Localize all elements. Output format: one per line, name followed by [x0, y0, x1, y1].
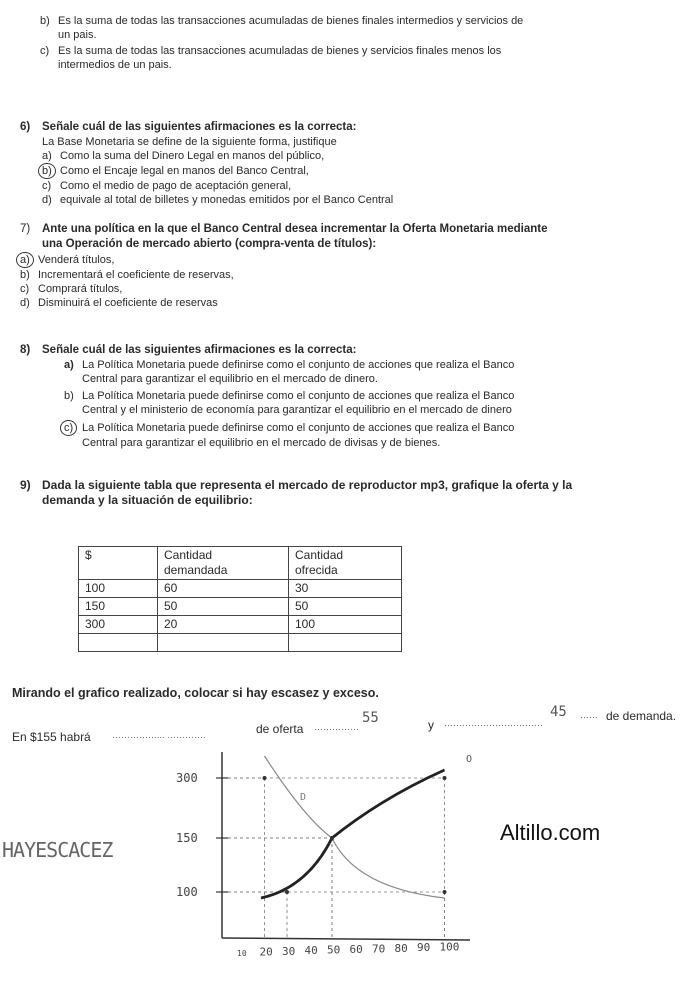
- y-tick-label: 100: [176, 885, 198, 899]
- table-cell: 30: [289, 580, 402, 598]
- header-text: Cantidad: [295, 548, 344, 562]
- q6-option-c: [42, 179, 393, 193]
- option-label: c): [40, 45, 50, 57]
- question-9: [20, 478, 572, 508]
- q6-option-d: [42, 193, 393, 207]
- table-header-row: [79, 547, 402, 580]
- option-text: Central para garantizar el equilibrio en el mercado de dinero.: [82, 373, 378, 385]
- q8-option-a: [64, 358, 514, 386]
- option-label: b): [64, 390, 74, 402]
- option-label: a): [42, 150, 52, 162]
- x-tick-label: 10: [237, 949, 247, 958]
- follow-up-answer-line: [12, 704, 692, 744]
- option-label: d): [42, 194, 52, 206]
- question-9-title: [20, 478, 572, 493]
- answer-dots: ……: [580, 710, 598, 720]
- question-8-title: [20, 343, 514, 358]
- question-6: [20, 120, 393, 207]
- follow-up-heading: Mirando el grafico realizado, colocar si hay escasez y exceso.: [12, 686, 379, 700]
- circled-option-label: c): [60, 420, 77, 436]
- table-cell: [79, 634, 158, 652]
- question-6-title: [20, 120, 393, 135]
- option-label: b): [20, 269, 30, 281]
- x-tick-label: 100: [439, 940, 460, 954]
- option-text: Central para garantizar el equilibrio en el mercado de divisas y de bienes.: [82, 437, 441, 449]
- market-table-wrapper: [78, 546, 402, 652]
- q7-option-b: [20, 268, 548, 282]
- question-number: 7): [20, 223, 31, 235]
- option-text: La Política Monetaria puede definirse como el conjunto de acciones que realiza el Banco: [82, 422, 515, 434]
- header-text: $: [85, 548, 92, 562]
- answer-y: y: [428, 718, 434, 732]
- answer-suffix: de demanda.: [606, 709, 677, 723]
- supply-curve: [261, 770, 445, 898]
- table-row: [79, 616, 402, 634]
- table-cell: 50: [158, 598, 289, 616]
- data-point: [330, 836, 334, 840]
- answer-prefix: En $155 habrá: [12, 730, 91, 744]
- option-text: Venderá títulos,: [38, 254, 115, 266]
- watermark: Altillo.com: [500, 820, 601, 845]
- circled-option-label: b): [38, 163, 56, 179]
- option-label: b): [40, 15, 50, 27]
- x-tick-labels: [237, 941, 459, 959]
- x-tick-label: 50: [327, 943, 341, 957]
- q7-option-a: [20, 252, 548, 268]
- question-title: Dada la siguiente tabla que representa el mercado de reproductor mp3, grafique la oferta y la: [42, 478, 573, 492]
- option-text: Comprará títulos,: [38, 283, 123, 295]
- option-label: c): [20, 283, 30, 295]
- x-tick-label: 70: [372, 942, 386, 956]
- q6-option-b: [42, 163, 393, 179]
- x-tick-label: 20: [259, 945, 273, 959]
- option-label: a): [64, 359, 74, 371]
- option-text: Disminuirá el coeficiente de reservas: [38, 297, 218, 309]
- table-cell: 50: [289, 598, 402, 616]
- table-header-cell: [289, 547, 402, 580]
- option-text: Como el Encaje legal en manos del Banco Central,: [60, 165, 309, 177]
- answer-dots: ……………………………: [444, 718, 543, 728]
- y-tick-label: 150: [176, 831, 198, 845]
- question-number: 8): [20, 344, 31, 356]
- demand-curve: [265, 756, 445, 898]
- question-number: 9): [20, 478, 31, 492]
- question-number: 6): [20, 121, 31, 133]
- curves: [261, 756, 447, 898]
- question-7: [20, 222, 548, 310]
- option-text: Central y el ministerio de economía para garantizar el equilibrio en el mercado de dinero: [82, 404, 512, 416]
- table-cell: 20: [158, 616, 289, 634]
- question-7-title-line2: una Operación de mercado abierto (compra-venta de títulos):: [42, 238, 377, 250]
- question-title: Ante una política en la que el Banco Central desea incrementar la Oferta Monetaria mediante: [42, 223, 548, 235]
- q6-option-a: [42, 149, 393, 163]
- q7-option-d: [20, 296, 548, 310]
- header-text: ofrecida: [295, 563, 338, 577]
- x-tick-label: 80: [394, 941, 408, 955]
- circled-option-label: a): [16, 252, 34, 268]
- option-text: Es la suma de todas las transacciones acumuladas de bienes y servicios finales menos los: [58, 45, 502, 57]
- option-text: La Política Monetaria puede definirse como el conjunto de acciones que realiza el Banco: [82, 359, 515, 371]
- demand-curve-label: D: [300, 792, 307, 803]
- data-point: [263, 776, 267, 780]
- option-text: un pais.: [58, 29, 97, 41]
- supply-curve-label: O: [466, 754, 473, 765]
- table-header-cell: [79, 547, 158, 580]
- option-label: d): [20, 297, 30, 309]
- table-row: [79, 598, 402, 616]
- table-cell: 100: [79, 580, 158, 598]
- q8-option-b: [64, 389, 514, 417]
- data-point: [443, 890, 447, 894]
- graph-axes: [222, 752, 473, 940]
- guide-lines: [222, 778, 445, 938]
- table-cell: 300: [79, 616, 158, 634]
- table-header-cell: [158, 547, 289, 580]
- question-6-subtitle: La Base Monetaria se define de la siguiente forma, justifique: [42, 136, 337, 148]
- option-text: Como la suma del Dinero Legal en manos del público,: [60, 150, 325, 162]
- question-title: Señale cuál de las siguientes afirmaciones es la correcta:: [42, 121, 357, 133]
- option-text: Como el medio de pago de aceptación general,: [60, 180, 292, 192]
- table-cell: 60: [158, 580, 289, 598]
- table-cell: [289, 634, 402, 652]
- answer-dots: ……………... ………….: [112, 730, 206, 740]
- answer-dots: ……………: [314, 722, 359, 732]
- x-tick-label: 40: [304, 944, 318, 958]
- x-axis: [222, 938, 470, 940]
- option-text: intermedios de un pais.: [58, 59, 172, 71]
- table-cell: [158, 634, 289, 652]
- x-tick-label: 60: [349, 943, 363, 956]
- header-text: Cantidad: [164, 548, 213, 562]
- q7-option-c: [20, 282, 548, 296]
- option-label: c): [42, 180, 52, 192]
- x-tick-label: 90: [417, 941, 431, 955]
- y-tick-labels: [176, 771, 228, 899]
- header-text: demandada: [164, 563, 228, 577]
- option-text: Incrementará el coeficiente de reservas,: [38, 269, 234, 281]
- handwritten-answer-offer: 55: [362, 710, 379, 726]
- table-cell: 100: [289, 616, 402, 634]
- question-title: Señale cuál de las siguientes afirmaciones es la correcta:: [42, 344, 357, 356]
- intro-option-c: [40, 44, 501, 72]
- data-point: [285, 890, 289, 894]
- option-text: equivale al total de billetes y monedas emitidos por el Banco Central: [60, 194, 394, 206]
- handwritten-answer-demand: 45: [550, 704, 567, 720]
- option-text: Es la suma de todas las transacciones acumuladas de bienes finales intermedios y servicios de: [58, 15, 524, 27]
- option-text: La Política Monetaria puede definirse como el conjunto de acciones que realiza el Banco: [82, 390, 515, 402]
- supply-demand-graph: [170, 740, 490, 970]
- question-9-title-line2: demanda y la situación de equilibrio:: [42, 493, 253, 507]
- question-8: [20, 343, 514, 450]
- data-point: [443, 776, 447, 780]
- table-cell: 150: [79, 598, 158, 616]
- question-7-title: [20, 222, 548, 237]
- q8-option-c: [64, 420, 514, 450]
- y-tick-label: 300: [176, 771, 198, 785]
- answer-mid-text: de oferta: [256, 722, 304, 736]
- table-row: [79, 580, 402, 598]
- table-row: [79, 634, 402, 652]
- handwritten-side-note: HAYESCACEZ: [2, 838, 113, 862]
- intro-option-b: [40, 14, 523, 42]
- x-tick-label: 30: [282, 944, 296, 958]
- market-table: [78, 546, 402, 652]
